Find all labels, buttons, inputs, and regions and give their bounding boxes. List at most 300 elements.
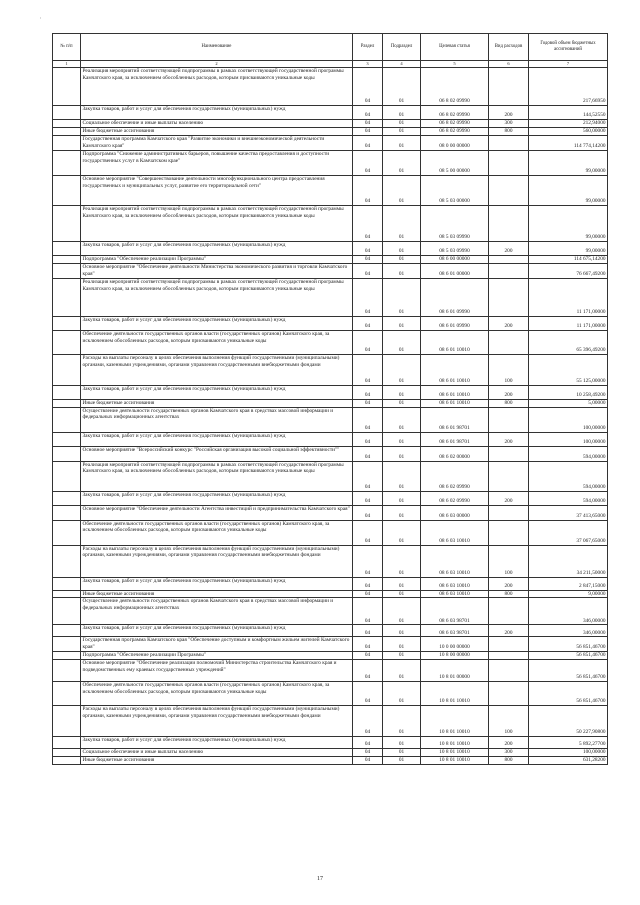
row-expense-type-cell bbox=[489, 255, 529, 263]
row-index-cell bbox=[53, 68, 81, 106]
table-row bbox=[53, 150, 608, 175]
row-amount-cell: 100,00000 bbox=[529, 407, 608, 432]
row-index-cell bbox=[53, 520, 81, 545]
row-index-cell bbox=[53, 120, 81, 128]
row-amount-cell: 65 396,49200 bbox=[529, 330, 608, 354]
row-expense-type-cell: 200 bbox=[489, 491, 529, 505]
row-target-article-cell: 08 5 03 09990 bbox=[421, 241, 489, 255]
row-razdel-cell: 04 bbox=[353, 432, 383, 446]
row-razdel-cell: 04 bbox=[353, 737, 383, 749]
table-row bbox=[53, 749, 608, 757]
header-annual-amount: Годовой объем бюджетных ассигнований bbox=[529, 34, 608, 61]
column-number: 2 bbox=[81, 61, 353, 68]
row-razdel-cell: 04 bbox=[353, 706, 383, 737]
row-podrazdel-cell: 01 bbox=[383, 682, 421, 706]
row-expense-type-cell bbox=[489, 660, 529, 682]
row-podrazdel-cell: 01 bbox=[383, 590, 421, 598]
row-name-cell: Закупка товаров, работ и услуг для обеспечения государственных (муниципальных) нужд bbox=[81, 385, 353, 399]
table-row bbox=[53, 127, 608, 135]
column-number: 6 bbox=[489, 61, 529, 68]
row-razdel-cell: 04 bbox=[353, 577, 383, 590]
row-index-cell bbox=[53, 706, 81, 737]
row-name-cell: Расходы на выплаты персоналу в целях обеспечения выполнения функций государственными (муниципальными) органами, казенными учреждениями, органами управления государственными внебюджетными фондами bbox=[81, 545, 353, 577]
row-name-cell: Основное мероприятие "Совершенствование деятельности многофункционального центра предоставления государственных и муниципальных услуг, развитие его территориальной сети" bbox=[81, 175, 353, 205]
row-target-article-cell: 08 6 01 98701 bbox=[421, 432, 489, 446]
row-amount-cell: 631,28200 bbox=[529, 756, 608, 764]
row-expense-type-cell bbox=[489, 175, 529, 205]
row-podrazdel-cell: 01 bbox=[383, 385, 421, 399]
table-row bbox=[53, 598, 608, 625]
row-razdel-cell: 04 bbox=[353, 278, 383, 316]
table-row bbox=[53, 407, 608, 432]
row-name-cell: Обеспечение деятельности государственных органов власти (государственных органов) Камчатского края, за исключением обособленных расходов, которым присваиваются уникальные коды bbox=[81, 330, 353, 354]
row-amount-cell: 346,00000 bbox=[529, 625, 608, 637]
row-razdel-cell: 04 bbox=[353, 106, 383, 120]
table-row bbox=[53, 175, 608, 205]
row-razdel-cell: 04 bbox=[353, 505, 383, 520]
row-razdel-cell: 04 bbox=[353, 330, 383, 354]
row-razdel-cell: 04 bbox=[353, 590, 383, 598]
row-target-article-cell: 08 6 01 10010 bbox=[421, 354, 489, 385]
row-expense-type-cell: 800 bbox=[489, 127, 529, 135]
row-expense-type-cell: 200 bbox=[489, 316, 529, 330]
row-expense-type-cell bbox=[489, 520, 529, 545]
row-target-article-cell: 08 6 02 00000 bbox=[421, 446, 489, 461]
table-row bbox=[53, 255, 608, 263]
row-razdel-cell: 04 bbox=[353, 316, 383, 330]
table-row bbox=[53, 278, 608, 316]
row-podrazdel-cell: 01 bbox=[383, 255, 421, 263]
table-row bbox=[53, 461, 608, 491]
row-amount-cell: 56 851,46700 bbox=[529, 682, 608, 706]
row-index-cell bbox=[53, 590, 81, 598]
row-index-cell bbox=[53, 598, 81, 625]
row-podrazdel-cell: 01 bbox=[383, 520, 421, 545]
row-name-cell: Основное мероприятие "Всероссийский конкурс "Российская организация высокой социальной эффективности"" bbox=[81, 446, 353, 461]
row-target-article-cell: 08 5 00 00000 bbox=[421, 150, 489, 175]
row-index-cell bbox=[53, 241, 81, 255]
row-expense-type-cell bbox=[489, 505, 529, 520]
row-name-cell: Государственная программа Камчатского края "Развитие экономики и внешнеэкономической деятельности Камчатского края" bbox=[81, 135, 353, 150]
row-name-cell: Основное мероприятие "Обеспечение реализации полномочий Министерства строительства Камчатского края и подведомственных ему краевых государственных учреждений" bbox=[81, 660, 353, 682]
table-row bbox=[53, 446, 608, 461]
row-target-article-cell: 08 5 03 09990 bbox=[421, 205, 489, 241]
row-target-article-cell: 08 5 03 00000 bbox=[421, 175, 489, 205]
row-name-cell: Иные бюджетные ассигнования bbox=[81, 756, 353, 764]
header-num: № п/п bbox=[53, 34, 81, 61]
row-target-article-cell: 08 6 01 98701 bbox=[421, 407, 489, 432]
table-row bbox=[53, 577, 608, 590]
row-podrazdel-cell: 01 bbox=[383, 446, 421, 461]
row-razdel-cell: 04 bbox=[353, 491, 383, 505]
row-target-article-cell: 08 6 01 09990 bbox=[421, 278, 489, 316]
row-razdel-cell: 04 bbox=[353, 150, 383, 175]
row-amount-cell: 10 258,49200 bbox=[529, 385, 608, 399]
row-razdel-cell: 04 bbox=[353, 120, 383, 128]
table-row bbox=[53, 106, 608, 120]
row-target-article-cell: 08 6 02 09990 bbox=[421, 491, 489, 505]
row-name-cell: Расходы на выплаты персоналу в целях обеспечения выполнения функций государственными (муниципальными) органами, казенными учреждениями, органами управления государственными внебюджетными фондами bbox=[81, 706, 353, 737]
row-podrazdel-cell: 01 bbox=[383, 278, 421, 316]
row-razdel-cell: 04 bbox=[353, 255, 383, 263]
row-amount-cell: 9,00000 bbox=[529, 590, 608, 598]
row-name-cell: Иные бюджетные ассигнования bbox=[81, 590, 353, 598]
row-amount-cell: 11 171,00000 bbox=[529, 316, 608, 330]
column-number: 4 bbox=[383, 61, 421, 68]
row-podrazdel-cell: 01 bbox=[383, 68, 421, 106]
row-index-cell bbox=[53, 205, 81, 241]
row-target-article-cell: 10 8 01 10010 bbox=[421, 737, 489, 749]
table-row bbox=[53, 590, 608, 598]
table-row bbox=[53, 263, 608, 278]
row-index-cell bbox=[53, 399, 81, 407]
table-row bbox=[53, 241, 608, 255]
row-index-cell bbox=[53, 446, 81, 461]
table-row bbox=[53, 68, 608, 106]
table-row bbox=[53, 756, 608, 764]
budget-table bbox=[52, 33, 608, 765]
row-expense-type-cell: 300 bbox=[489, 120, 529, 128]
row-amount-cell: 34 211,50000 bbox=[529, 545, 608, 577]
row-razdel-cell: 04 bbox=[353, 625, 383, 637]
row-name-cell: Закупка товаров, работ и услуг для обеспечения государственных (муниципальных) нужд bbox=[81, 625, 353, 637]
row-podrazdel-cell: 01 bbox=[383, 660, 421, 682]
column-number: 1 bbox=[53, 61, 81, 68]
column-number: 3 bbox=[353, 61, 383, 68]
row-razdel-cell: 04 bbox=[353, 407, 383, 432]
table-row bbox=[53, 316, 608, 330]
row-razdel-cell: 04 bbox=[353, 652, 383, 660]
row-expense-type-cell bbox=[489, 682, 529, 706]
row-index-cell bbox=[53, 330, 81, 354]
row-expense-type-cell: 200 bbox=[489, 737, 529, 749]
row-razdel-cell: 04 bbox=[353, 354, 383, 385]
table-row bbox=[53, 330, 608, 354]
row-podrazdel-cell: 01 bbox=[383, 706, 421, 737]
row-podrazdel-cell: 01 bbox=[383, 241, 421, 255]
row-expense-type-cell bbox=[489, 330, 529, 354]
row-target-article-cell: 06 8 02 09990 bbox=[421, 106, 489, 120]
row-podrazdel-cell: 01 bbox=[383, 175, 421, 205]
row-podrazdel-cell: 01 bbox=[383, 150, 421, 175]
row-amount-cell: 99,00000 bbox=[529, 205, 608, 241]
row-podrazdel-cell: 01 bbox=[383, 577, 421, 590]
row-index-cell bbox=[53, 106, 81, 120]
row-index-cell bbox=[53, 577, 81, 590]
row-index-cell bbox=[53, 385, 81, 399]
row-podrazdel-cell: 01 bbox=[383, 106, 421, 120]
row-index-cell bbox=[53, 255, 81, 263]
row-razdel-cell: 04 bbox=[353, 127, 383, 135]
row-target-article-cell: 08 6 01 10010 bbox=[421, 385, 489, 399]
row-name-cell: Социальное обеспечение и иные выплаты населению bbox=[81, 749, 353, 757]
row-name-cell: Закупка товаров, работ и услуг для обеспечения государственных (муниципальных) нужд bbox=[81, 316, 353, 330]
row-index-cell bbox=[53, 135, 81, 150]
row-razdel-cell: 04 bbox=[353, 520, 383, 545]
row-name-cell: Закупка товаров, работ и услуг для обеспечения государственных (муниципальных) нужд bbox=[81, 106, 353, 120]
row-podrazdel-cell: 01 bbox=[383, 545, 421, 577]
row-expense-type-cell bbox=[489, 278, 529, 316]
row-amount-cell: 346,00000 bbox=[529, 598, 608, 625]
row-podrazdel-cell: 01 bbox=[383, 749, 421, 757]
row-target-article-cell: 10 8 00 00000 bbox=[421, 652, 489, 660]
row-amount-cell: 99,00000 bbox=[529, 175, 608, 205]
row-name-cell: Основное мероприятие "Обеспечение деятельности Министерства экономического развития и торговли Камчатского края" bbox=[81, 263, 353, 278]
row-target-article-cell: 06 8 02 09990 bbox=[421, 68, 489, 106]
row-razdel-cell: 04 bbox=[353, 637, 383, 652]
row-index-cell bbox=[53, 175, 81, 205]
row-amount-cell: 594,00000 bbox=[529, 446, 608, 461]
row-podrazdel-cell: 01 bbox=[383, 330, 421, 354]
row-index-cell bbox=[53, 316, 81, 330]
row-amount-cell: 11 171,00000 bbox=[529, 278, 608, 316]
row-expense-type-cell bbox=[489, 407, 529, 432]
row-target-article-cell: 10 8 01 00000 bbox=[421, 660, 489, 682]
row-target-article-cell: 10 8 01 10010 bbox=[421, 682, 489, 706]
row-target-article-cell: 10 8 01 10010 bbox=[421, 749, 489, 757]
row-amount-cell: 114 774,14200 bbox=[529, 135, 608, 150]
row-amount-cell: 594,00000 bbox=[529, 461, 608, 491]
row-name-cell: Реализация мероприятий соответствующей подпрограммы в рамках соответствующей государственной программы Камчатского края, за исключением обособленных расходов, которым присваиваются уникальные коды bbox=[81, 278, 353, 316]
row-razdel-cell: 04 bbox=[353, 175, 383, 205]
row-target-article-cell: 08 6 00 00000 bbox=[421, 255, 489, 263]
row-target-article-cell: 08 0 00 00000 bbox=[421, 135, 489, 150]
row-name-cell: Подпрограмма "Снижение административных барьеров, повышение качества предоставления и доступности государственных услуг в Камчатском крае" bbox=[81, 150, 353, 175]
table-row bbox=[53, 737, 608, 749]
row-name-cell: Подпрограмма "Обеспечение реализации Программы" bbox=[81, 255, 353, 263]
row-amount-cell: 56 851,46700 bbox=[529, 652, 608, 660]
row-amount-cell: 114 675,14200 bbox=[529, 255, 608, 263]
row-amount-cell: 217,66950 bbox=[529, 68, 608, 106]
row-index-cell bbox=[53, 637, 81, 652]
row-expense-type-cell: 800 bbox=[489, 399, 529, 407]
row-expense-type-cell bbox=[489, 263, 529, 278]
row-expense-type-cell: 800 bbox=[489, 756, 529, 764]
row-razdel-cell: 04 bbox=[353, 756, 383, 764]
row-index-cell bbox=[53, 354, 81, 385]
table-row bbox=[53, 637, 608, 652]
column-number: 7 bbox=[529, 61, 608, 68]
row-expense-type-cell: 200 bbox=[489, 577, 529, 590]
row-expense-type-cell bbox=[489, 68, 529, 106]
row-amount-cell: 76 667,49200 bbox=[529, 263, 608, 278]
row-index-cell bbox=[53, 491, 81, 505]
row-name-cell: Осуществление деятельности государственных органов Камчатского края в средствах массовой информации и федеральных информационных агентствах bbox=[81, 407, 353, 432]
table-row bbox=[53, 706, 608, 737]
table-row bbox=[53, 682, 608, 706]
row-expense-type-cell: 100 bbox=[489, 706, 529, 737]
header-row bbox=[53, 34, 608, 61]
row-index-cell bbox=[53, 737, 81, 749]
row-podrazdel-cell: 01 bbox=[383, 737, 421, 749]
row-amount-cell: 560,00000 bbox=[529, 127, 608, 135]
row-razdel-cell: 04 bbox=[353, 135, 383, 150]
row-name-cell: Обеспечение деятельности государственных органов власти (государственных органов) Камчатского края, за исключением обособленных расходов, которым присваиваются уникальные коды bbox=[81, 682, 353, 706]
row-podrazdel-cell: 01 bbox=[383, 354, 421, 385]
row-amount-cell: 55 125,00000 bbox=[529, 354, 608, 385]
row-razdel-cell: 04 bbox=[353, 446, 383, 461]
corner-mark: ' bbox=[40, 18, 41, 23]
row-target-article-cell: 06 8 02 09990 bbox=[421, 127, 489, 135]
row-target-article-cell: 08 6 03 10010 bbox=[421, 545, 489, 577]
row-expense-type-cell bbox=[489, 598, 529, 625]
row-podrazdel-cell: 01 bbox=[383, 316, 421, 330]
table-row bbox=[53, 652, 608, 660]
page-number: 17 bbox=[317, 876, 323, 882]
row-index-cell bbox=[53, 756, 81, 764]
row-podrazdel-cell: 01 bbox=[383, 135, 421, 150]
row-expense-type-cell bbox=[489, 150, 529, 175]
row-name-cell: Закупка товаров, работ и услуг для обеспечения государственных (муниципальных) нужд bbox=[81, 737, 353, 749]
row-podrazdel-cell: 01 bbox=[383, 432, 421, 446]
row-razdel-cell: 04 bbox=[353, 241, 383, 255]
table-row bbox=[53, 625, 608, 637]
row-name-cell: Иные бюджетные ассигнования bbox=[81, 127, 353, 135]
row-amount-cell: 144,52550 bbox=[529, 106, 608, 120]
row-podrazdel-cell: 01 bbox=[383, 399, 421, 407]
row-name-cell: Осуществление деятельности государственных органов Камчатского края в средствах массовой информации и федеральных информационных агентствах bbox=[81, 598, 353, 625]
row-podrazdel-cell: 01 bbox=[383, 407, 421, 432]
row-target-article-cell: 08 6 03 10010 bbox=[421, 577, 489, 590]
table-row bbox=[53, 660, 608, 682]
row-expense-type-cell: 200 bbox=[489, 241, 529, 255]
row-target-article-cell: 08 6 03 98701 bbox=[421, 598, 489, 625]
row-expense-type-cell bbox=[489, 446, 529, 461]
row-amount-cell: 99,00000 bbox=[529, 241, 608, 255]
row-name-cell: Иные бюджетные ассигнования bbox=[81, 399, 353, 407]
row-name-cell: Подпрограмма "Обеспечение реализации Программы" bbox=[81, 652, 353, 660]
row-podrazdel-cell: 01 bbox=[383, 652, 421, 660]
row-razdel-cell: 04 bbox=[353, 749, 383, 757]
row-expense-type-cell: 200 bbox=[489, 432, 529, 446]
table-row bbox=[53, 491, 608, 505]
row-podrazdel-cell: 01 bbox=[383, 598, 421, 625]
table-row bbox=[53, 432, 608, 446]
row-expense-type-cell bbox=[489, 637, 529, 652]
table-row bbox=[53, 505, 608, 520]
row-razdel-cell: 04 bbox=[353, 545, 383, 577]
row-expense-type-cell: 200 bbox=[489, 106, 529, 120]
row-amount-cell: 212,94000 bbox=[529, 120, 608, 128]
row-podrazdel-cell: 01 bbox=[383, 205, 421, 241]
header-expense-type: Вид расходов bbox=[489, 34, 529, 61]
row-expense-type-cell: 100 bbox=[489, 545, 529, 577]
table-row bbox=[53, 399, 608, 407]
row-amount-cell: 50 227,90800 bbox=[529, 706, 608, 737]
row-expense-type-cell bbox=[489, 652, 529, 660]
table-body bbox=[53, 68, 608, 765]
row-index-cell bbox=[53, 625, 81, 637]
row-expense-type-cell: 200 bbox=[489, 625, 529, 637]
header-name: Наименование bbox=[81, 34, 353, 61]
header-razdel: Раздел bbox=[353, 34, 383, 61]
row-amount-cell: 5,00000 bbox=[529, 399, 608, 407]
row-expense-type-cell bbox=[489, 205, 529, 241]
header-target-article: Целевая статья bbox=[421, 34, 489, 61]
row-target-article-cell: 08 6 01 00000 bbox=[421, 263, 489, 278]
row-name-cell: Реализация мероприятий соответствующей подпрограммы в рамках соответствующей государственной программы Камчатского края, за исключением обособленных расходов, которым присваиваются уникальные коды bbox=[81, 68, 353, 106]
table-row bbox=[53, 120, 608, 128]
header-podrazdel: Подраздел bbox=[383, 34, 421, 61]
row-name-cell: Реализация мероприятий соответствующей подпрограммы в рамках соответствующей государственной программы Камчатского края, за исключением обособленных расходов, которым присваиваются уникальные коды bbox=[81, 205, 353, 241]
row-expense-type-cell: 200 bbox=[489, 385, 529, 399]
row-amount-cell: 594,00000 bbox=[529, 491, 608, 505]
row-podrazdel-cell: 01 bbox=[383, 127, 421, 135]
table-row bbox=[53, 205, 608, 241]
row-amount-cell: 37 067,65000 bbox=[529, 520, 608, 545]
row-target-article-cell: 10 0 00 00000 bbox=[421, 637, 489, 652]
row-amount-cell: 99,00000 bbox=[529, 150, 608, 175]
row-name-cell: Закупка товаров, работ и услуг для обеспечения государственных (муниципальных) нужд bbox=[81, 432, 353, 446]
row-target-article-cell: 08 6 03 10010 bbox=[421, 520, 489, 545]
row-target-article-cell: 08 6 03 10010 bbox=[421, 590, 489, 598]
row-target-article-cell: 08 6 03 00000 bbox=[421, 505, 489, 520]
row-index-cell bbox=[53, 682, 81, 706]
row-index-cell bbox=[53, 432, 81, 446]
row-index-cell bbox=[53, 749, 81, 757]
row-amount-cell: 37 413,65000 bbox=[529, 505, 608, 520]
row-index-cell bbox=[53, 278, 81, 316]
row-expense-type-cell: 300 bbox=[489, 749, 529, 757]
row-index-cell bbox=[53, 660, 81, 682]
row-target-article-cell: 08 6 01 10010 bbox=[421, 399, 489, 407]
row-razdel-cell: 04 bbox=[353, 660, 383, 682]
row-name-cell: Закупка товаров, работ и услуг для обеспечения государственных (муниципальных) нужд bbox=[81, 241, 353, 255]
row-index-cell bbox=[53, 263, 81, 278]
table-row bbox=[53, 520, 608, 545]
row-index-cell bbox=[53, 127, 81, 135]
row-name-cell: Государственная программа Камчатского края "Обеспечение доступным и комфортным жильем жителей Камчатского края" bbox=[81, 637, 353, 652]
row-name-cell: Обеспечение деятельности государственных органов власти (государственных органов) Камчатского края, за исключением обособленных расходов, которым присваиваются уникальные коды bbox=[81, 520, 353, 545]
row-name-cell: Расходы на выплаты персоналу в целях обеспечения выполнения функций государственными (муниципальными) органами, казенными учреждениями, органами управления государственными внебюджетными фондами bbox=[81, 354, 353, 385]
row-razdel-cell: 04 bbox=[353, 682, 383, 706]
row-razdel-cell: 04 bbox=[353, 385, 383, 399]
row-name-cell: Закупка товаров, работ и услуг для обеспечения государственных (муниципальных) нужд bbox=[81, 577, 353, 590]
row-index-cell bbox=[53, 407, 81, 432]
column-number: 5 bbox=[421, 61, 489, 68]
row-amount-cell: 5 892,27700 bbox=[529, 737, 608, 749]
row-target-article-cell: 10 8 01 10010 bbox=[421, 756, 489, 764]
row-target-article-cell: 08 6 01 09990 bbox=[421, 316, 489, 330]
row-expense-type-cell: 800 bbox=[489, 590, 529, 598]
row-target-article-cell: 06 8 02 09990 bbox=[421, 120, 489, 128]
table-row bbox=[53, 354, 608, 385]
table-row bbox=[53, 545, 608, 577]
row-expense-type-cell bbox=[489, 135, 529, 150]
row-amount-cell: 56 851,46700 bbox=[529, 660, 608, 682]
row-amount-cell: 100,00000 bbox=[529, 749, 608, 757]
row-target-article-cell: 08 6 02 09990 bbox=[421, 461, 489, 491]
row-podrazdel-cell: 01 bbox=[383, 637, 421, 652]
row-index-cell bbox=[53, 652, 81, 660]
row-podrazdel-cell: 01 bbox=[383, 625, 421, 637]
row-podrazdel-cell: 01 bbox=[383, 263, 421, 278]
row-index-cell bbox=[53, 461, 81, 491]
row-target-article-cell: 08 6 03 98701 bbox=[421, 625, 489, 637]
row-index-cell bbox=[53, 150, 81, 175]
row-name-cell: Реализация мероприятий соответствующей подпрограммы в рамках соответствующей государственной программы Камчатского края, за исключением обособленных расходов, которым присваиваются уникальные коды bbox=[81, 461, 353, 491]
column-number-row bbox=[53, 61, 608, 68]
row-expense-type-cell: 100 bbox=[489, 354, 529, 385]
row-amount-cell: 56 851,46700 bbox=[529, 637, 608, 652]
row-index-cell bbox=[53, 545, 81, 577]
row-razdel-cell: 04 bbox=[353, 68, 383, 106]
row-podrazdel-cell: 01 bbox=[383, 505, 421, 520]
row-amount-cell: 2 847,15000 bbox=[529, 577, 608, 590]
row-name-cell: Социальное обеспечение и иные выплаты населению bbox=[81, 120, 353, 128]
row-podrazdel-cell: 01 bbox=[383, 491, 421, 505]
row-razdel-cell: 04 bbox=[353, 263, 383, 278]
